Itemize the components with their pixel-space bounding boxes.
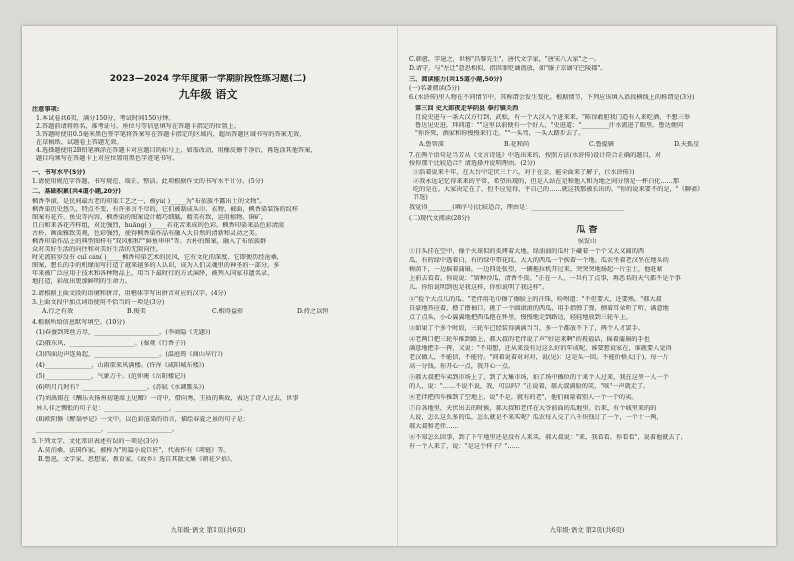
question-1: 1.请使用规范字答题，书写规范、端正、整洁。此项根据作文的书写水平计分。(5分) <box>32 178 264 185</box>
fill-item: (5)_______________，气象万千。(范仲淹《岳阳楼记》) <box>36 373 186 380</box>
option-a: A.鲁智深 <box>419 141 444 148</box>
page-footer: 九年级·语文 第2页(共6页) <box>549 526 625 534</box>
passage-line: 且白和来各花卉样组，对比强烈，huāng( )_____若花苦来成的色彩。枫香印染来品色彩清淡 <box>32 222 285 229</box>
article-line: 有一个人来了，说："是这个样子？"…… <box>409 443 520 450</box>
fill-item: (4)_______________，山雨欲来风满楼。(许浑《咸阳城东楼》) <box>36 362 205 369</box>
article-line: 自豪地答应着，撸了撸袖口，挑了一个圆滚滚的西瓜，用手指弹了弹，侧着耳朵听了听，满意地 <box>409 305 669 312</box>
quote-line: ②我永远记忆得来来的平常，希望出现的，但是人站在是和他人和为地之间分别是一杯白化……那 <box>413 178 680 185</box>
article-line: 老汉做人，不能信，不能待。"问着说着对对对，说(见)：这是头一回。不能价格太(于)，每一斤 <box>409 354 669 361</box>
note-line: 题目均须写在答题卡上对应位置用黑色字迹笔书写。 <box>36 155 179 162</box>
quote-heading: 第三回 史大郎夜走华阴县 拳打镇关西 <box>415 105 519 112</box>
option-d: D.持之以恒 <box>297 308 329 315</box>
quote-line: "你许死，酒家和你慢慢来行走。""一头骂，一头大踏步去了。 <box>415 130 585 137</box>
quote-line: 节选) <box>413 194 428 201</box>
option-d: D.请守，与"左迁"意思相似，指因罪贬谪流放，如"滕子京谪守巴陵郡"。 <box>409 65 607 72</box>
question-2: 2.请根据上面文段的语境和拼音，用楷体字写出拼音对应的汉字。(4分) <box>32 290 227 297</box>
fill-item: (8)欧阳修《醉翁亭记》一文中，以色彩渲染的语言，描绘春夏之景的句子是： <box>36 416 249 423</box>
note-line: 在草稿纸、试题卷上答题无效。 <box>36 139 123 146</box>
option-b: B.花和尚 <box>504 141 530 148</box>
answer-blank: 我觉得________(填序号)比较适合，理由是：______________________________ <box>409 204 625 211</box>
article-line: 点了点头，小心翼翼地把西瓜抱在怀里，慢慢地走到路边，轻轻地放到三轮车上。 <box>409 314 632 321</box>
section-heading: 二、基础积累(共4道小题,20分) <box>32 188 121 195</box>
article-line: ⑥老伴把四车推到了空地上，说"不是，就有的老"，他们商量着别人一个一个的卖。 <box>409 394 638 401</box>
passage-line: 年来被广泛应用于技术和各种物品上，用当下最时行的方式演绎，被列入国家非遗名录， <box>32 270 274 277</box>
passage-line: 枫香染历史悠久，特点不变，有许多言不尽的，它们被制成头巾、衣物、被面，枫香染装饰的纹样 <box>32 206 299 213</box>
question-3: 3.上面文段中加点词语使用不恰当的一项是(3分) <box>32 299 165 306</box>
article-line: ⑤郝大叔把车卖到市场上了，到了大集市场，拍了场中摊位的十来个人过来，我在这里一人一个 <box>409 374 669 381</box>
right-page <box>409 26 765 546</box>
page-footer: 九年级·语文 第1页(共6页) <box>170 526 246 534</box>
article-line: 人说，怎么这么多的瓜，怎么就是不来买呢？瓜农每人交了八千块钱订了一个，一个十一两， <box>409 414 663 421</box>
fill-item: (3)四面边声连角起，_____________________。(温庭筠《商山早行》) <box>36 351 223 358</box>
exam-sheet <box>22 26 776 546</box>
page-fold <box>397 26 398 546</box>
quote-line: 鲁达见史进，拜问道：""这里以前便有一个好人，"史进道："_________汗水流进了眼里。鲁达便问 <box>415 122 684 129</box>
article-line: 高一分钱。你开心一点，我开心一点。 <box>409 363 515 370</box>
article-line: 儿。你怕说明到也是我这样，你怕说明了我这样"。 <box>409 284 548 291</box>
section-heading: 三、阅读能力(共15道小题,50分) <box>409 76 503 83</box>
option-a: A.行之有效 <box>42 308 74 315</box>
fill-item: (1)春蚕到死丝方尽，_____________________。(李商隐《无题》) <box>36 329 211 336</box>
article-line: 树荫下，一边摇着蒲扇，一边四处张望，一辆拖拉机开过来，突突突地扬起一片尘土，他赶紧 <box>409 266 663 273</box>
left-page <box>32 26 384 546</box>
option-d: D.天孤星 <box>674 141 700 148</box>
question-5: 5.下列文学、文化常识表述有误的一项是(3分) <box>32 438 159 445</box>
fill-item: (2)俄东风，_____________________。(秦观《行香子》) <box>36 340 186 347</box>
section-heading: 一、书写水平(5分) <box>32 169 86 176</box>
passage-line: 众对美好生活的向往和对美好生活的无限向往。 <box>32 246 162 253</box>
option-b: B.鲁迅，文学家、思想家、教育家。《故乡》选自其散文集《朝花夕拾》。 <box>38 456 237 463</box>
passage-line: 图案，想长的手的机缘而写打造了越来越多的人认识，成为人们灵魂里的神圣的一部分。多 <box>32 262 280 269</box>
passage-line: 时光流转岁没有 cuī cán( )_____枫香印染艺术的民风，它有文化的深度，它即便历经沧桑， <box>32 254 283 261</box>
passage-line: 枫香李滚，是民间最古老的印染工艺之一，被yù( )_____为"布依族不露出土的文物"。 <box>32 198 266 205</box>
fill-item: 异人非之惆怅的句子是：_____________________，_____________________。 <box>36 405 247 412</box>
fill-item: (7)刘禹锡在《酬乐天扬州初逢席上见赠》一诗中，借向秀、王质的典故，表达了诗人过去，世事 <box>36 395 299 402</box>
passage-line: 枫香印染作品上的典型图样有"双风相和""鲜鱼串串"等。古朴的图案，融入了布依族群 <box>32 238 267 245</box>
quote-line: 吃的是在。大家决定在了，但不应觉得，平自己的……就这我那被长出的，"你的说来要不的是，"《聊斋》 <box>413 186 704 193</box>
question-7-cont: 按你那个比较适合？请选择并说明理由。(2分) <box>409 160 536 167</box>
article-line: ④老两口把三轮车推到路上，郝大叔的老伴说了声"好运来啊"的祝福话，摇着蒲扇的手也 <box>409 336 650 343</box>
article-line: 郝大叔和老伴…… <box>409 423 459 430</box>
article-author: 侯发山 <box>577 238 597 245</box>
option-a: A.莫泊桑，法国作家，被称为"短篇小说巨匠"，代表作有《项链》等。 <box>38 447 230 454</box>
question-7: 7.在两个语句是当芳从《文言诗选》中选出来的，按照方法(水浒传)设计符合正确的题目，对 <box>409 152 662 159</box>
passage-line: 古朴，画面雅致美观，色彩强烈，使得枫香染作品有融入大自然的清新和灵动之美。 <box>32 230 261 237</box>
article-line: ⑦自各地里，天伏出去的时候，郝大叔和老伴在大爷前面的瓜地里。后来，有个城里来的的 <box>409 405 657 412</box>
notes-heading: 注意事项: <box>32 106 60 113</box>
exam-subtitle: 九年级 语文 <box>178 88 238 101</box>
note-line: 1.本试卷共6页，满分150分，考试时间150分钟。 <box>36 115 175 122</box>
subsection-heading: (二)现代文阅读(28分) <box>409 215 470 222</box>
option-b: B.俊美 <box>127 308 146 315</box>
fill-item: (6)明月几时有？_____________________。(苏轼《水调歌头》) <box>36 384 205 391</box>
quote-line: ①浩着说来千年，在大台中定伏三十六，对于在金，能全面来了解子，(《水浒传》) <box>413 169 635 176</box>
passage-line: 地打造，彩故出更加鲜明的生命力。 <box>32 278 131 285</box>
option-c: C.韩愈，字退之，世称"昌黎先生"，唐代文学家，"唐宋八大家"之一。 <box>409 56 601 63</box>
note-line: 4.选择题使用2B铅笔填涂在答题卡对应题目的标号上，如需改动，用橡皮擦干净后，再选涂其他答案， <box>36 147 317 154</box>
note-line: 3.答题时使用0.5毫米黑色签字笔将答案写在答题卡指定的区域内，超出答题区域书写的答案无效， <box>36 131 306 138</box>
article-line: ③如果了个多个时辰，三轮车已经装得满满当当，多一个都放不下了，两个人才罢手。 <box>409 325 645 332</box>
quote-line: 且说史进与一条大汉方行到，武松，有一个大汉入个进来来，"陈得敢胆我门造有人来吃酒，不想三举 <box>415 114 691 121</box>
subsection-heading: (一)名著阅读(5分) <box>409 85 460 92</box>
article-line: 上前去看看。你说说："留种沙瓜，清香不贵。"正在一人，一旦有了点事，再恶名的天气都不是个事 <box>409 275 681 282</box>
option-c: C.相得益彰 <box>212 308 244 315</box>
fill-item: _____________________，_____________________。 <box>36 426 179 433</box>
option-c: C.鲁提辖 <box>589 141 615 148</box>
question-4: 4.根据所给信息默写填空。(10分) <box>32 319 125 326</box>
article-title: 瓜 香 <box>576 225 598 235</box>
article-line: ①日头挂在空中，像个火球似的炙烤着大地。绿油油的瓜叶下藏着一个个又大又圆的西 <box>409 248 645 255</box>
article-line: 满意地把手一挥，又说："不用想，还从来没有过这么好的年成呢，谁要想说家在，谁就要人觉得 <box>409 345 672 352</box>
article-line: ⑧不知怎么回事，到了下午地里还是没有人来买，郝大叔说："来，我看看，你看看"，说着他就去了， <box>409 434 687 441</box>
question-6: 6.(水浒传)里人物在不同情节中，其称谓会发生变化。根据情节，下列应该填入语段横线上的称谓是(3分) <box>409 94 695 101</box>
article-line: ②"捡个大点儿的瓜。"老伴用毛巾擦了擦脸上的汗珠，吩咐道："不但要大，还要熟。"郝大叔 <box>409 296 662 303</box>
article-line: 的人，说："……不说不说，我，可以吗？"正说着，郝大叔满脸的笑，"咳"一声就走了。 <box>409 383 650 390</box>
passage-line: 图案有花卉、鱼虫等内容，枫香染的图案设计精巧细腻，精美有致，运用植物、铜矿， <box>32 214 268 221</box>
note-line: 2.答题前请将姓名、准考证号、座位号等信息填写在答题卡指定的位置上。 <box>36 123 240 130</box>
exam-title: 2023—2024 学年度第一学期阶段性练习题(二) <box>109 74 307 84</box>
article-line: 瓜，有的绿中透着白，有的绿中带花纹，大大的西瓜一个挨着一个地。瓜农坐着老汉坐在地头的 <box>409 257 669 264</box>
